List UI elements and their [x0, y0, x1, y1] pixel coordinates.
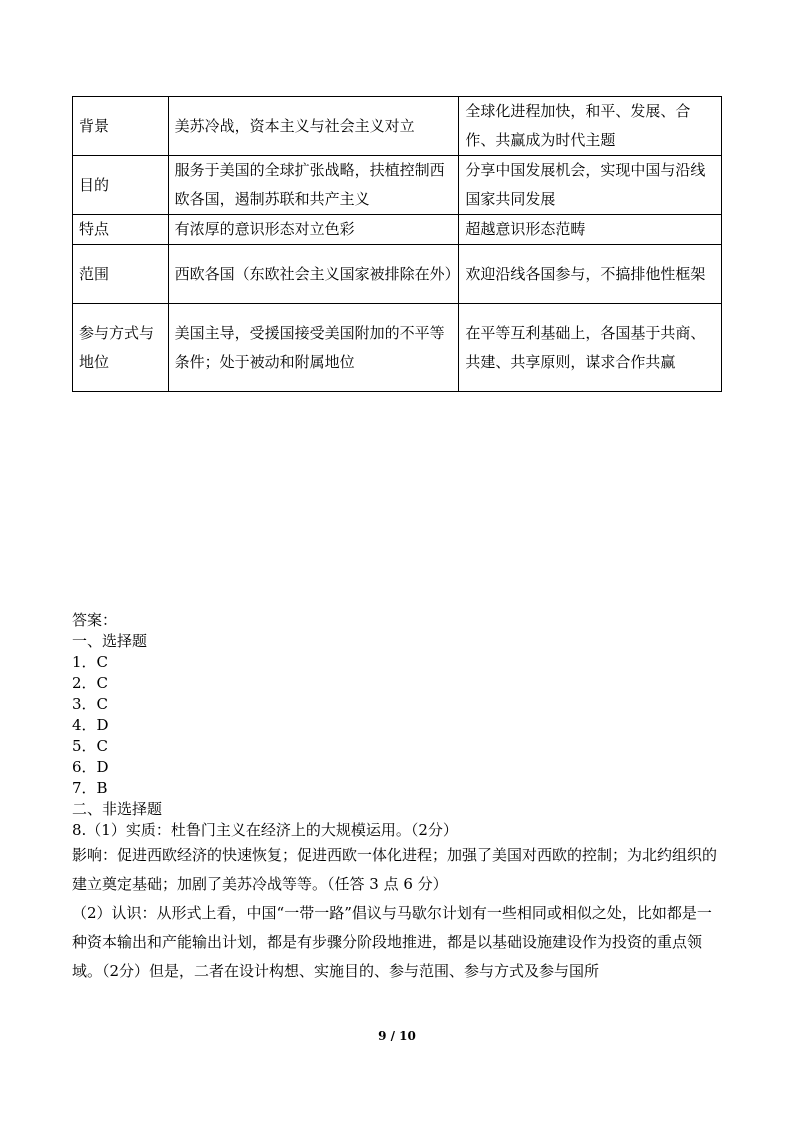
table-cell: 西欧各国（东欧社会主义国家被排除在外） — [168, 245, 459, 304]
mcq-answer: 5．C — [72, 737, 109, 755]
table-row — [73, 97, 722, 156]
comparison-table — [72, 96, 722, 392]
answer-paragraph: 影响：促进西欧经济的快速恢复；促进西欧一体化进程；加强了美国对西欧的控制；为北约组织的建立奠定基础；加剧了美苏冷战等等。（任答 3 点 6 分） — [72, 846, 718, 893]
answer-paragraph: （2）认识：从形式上看，中国“一带一路”倡议与马歇尔计划有一些相同或相似之处，比如都是一种资本输出和产能输出计划，都是有步骤分阶段地推进，都是以基础设施建设作为投资的重点领域。（2分）但是，二者在设计构想、实施目的、参与范围、参与方式及参与国所 — [72, 904, 712, 980]
page-number: 9 / 10 — [378, 1029, 416, 1043]
row-header: 目的 — [73, 156, 169, 215]
table-cell: 分享中国发展机会，实现中国与沿线国家共同发展 — [459, 156, 722, 215]
table-cell: 美苏冷战，资本主义与社会主义对立 — [168, 97, 459, 156]
answers-title: 答案： — [72, 611, 118, 629]
mcq-answer: 3．C — [72, 695, 109, 713]
mcq-answer: 7．B — [72, 779, 108, 797]
row-header: 特点 — [73, 215, 169, 245]
table-row — [73, 304, 722, 392]
table-cell: 美国主导，受援国接受美国附加的不平等条件；处于被动和附属地位 — [168, 304, 459, 392]
row-header: 参与方式与地位 — [73, 304, 169, 392]
mcq-answer: 2．C — [72, 674, 109, 692]
table-cell: 超越意识形态范畴 — [459, 215, 722, 245]
table-cell: 全球化进程加快，和平、发展、合作、共赢成为时代主题 — [459, 97, 722, 156]
answer-section — [72, 610, 724, 986]
table-row — [73, 156, 722, 215]
table-cell: 欢迎沿线各国参与，不搞排他性框架 — [459, 245, 722, 304]
mcq-answer: 1．C — [72, 653, 109, 671]
section-heading: 一、选择题 — [72, 632, 148, 650]
mcq-answer: 6．D — [72, 758, 109, 776]
table-cell: 服务于美国的全球扩张战略，扶植控制西欧各国，遏制苏联和共产主义 — [168, 156, 459, 215]
row-header: 范围 — [73, 245, 169, 304]
answer-paragraph: 8.（1）实质：杜鲁门主义在经济上的大规模运用。（2分） — [72, 821, 458, 839]
table-cell: 有浓厚的意识形态对立色彩 — [168, 215, 459, 245]
table-cell: 在平等互利基础上，各国基于共商、共建、共享原则，谋求合作共赢 — [459, 304, 722, 392]
section-heading: 二、非选择题 — [72, 800, 163, 818]
table-row — [73, 245, 722, 304]
row-header: 背景 — [73, 97, 169, 156]
mcq-answer: 4．D — [72, 716, 109, 734]
table-row — [73, 215, 722, 245]
